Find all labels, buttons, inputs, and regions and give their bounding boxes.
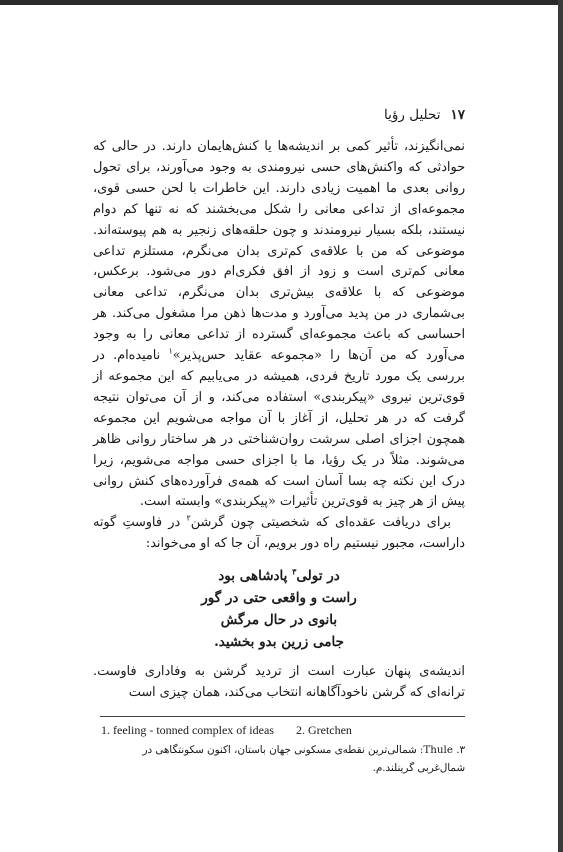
footnote-1: 1. feeling - tonned complex of ideas	[101, 723, 274, 737]
footnote-2: 2. Gretchen	[295, 723, 352, 737]
paragraph-1: نمی‌انگیزند، تأثیر کمی بر اندیشه‌ها یا کنش‌هایمان دارند. در حالی که حوادثی که واکنش‌های حسی نیرومندی به وجود می‌آورند، برای تحول روانی بعدی ما اهمیت زیادی دارند. این خاطرات با لحن حسی قوی، مجموعه‌ای از تداعی معانی را شکل می‌بخشند که نه تنها کم دوام نیستند، بلکه بسیار نیرومندند و چون حلقه‌های زنجیر به هم پیوسته‌اند. موضوعی که من با علاقه‌ی کم‌تری بدان می‌نگرم، مستلزم تداعی معانی کم‌تری است و زود از افق فکری‌ام دور می‌شود. برعکس، موضوعی که با علاقه‌ی بیش‌تری بدان می‌نگرم، تداعی معانی بی‌شماری در من پدید می‌آورد و مدت‌ها ذهن مرا مشغول می‌کند. هر احساسی که باعث مجموعه‌ای گسترده از تداعی معانی را به وجود می‌آورد که من آن‌ها را «مجموعه عقاید حس‌پذیر»$^۱$ نامیده‌ام. در بررسی یک مورد تاریخ فردی، همیشه در می‌یابیم که این مجموعه از قوی‌ترین نیروی «پیکربندی» استفاده می‌کند، و از آن می‌توان نتیجه گرفت که در هر تحلیل، از آغاز با آن مواجه می‌شویم این مجموعه همچون اجزای اصلی سرشت روان‌شناختی در هر ساختار روانی ظاهر می‌شوند. مثلاً در یک رؤیا، ما با اجزای حسی مواجه می‌شویم، زیرا درک این نکته چه بسا آسان است که همه‌ی فرآورده‌های کنش روانی پیش از هر چیز به قوی‌ترین تأثیرات «پیکربندی» وابسته است.	[93, 139, 465, 510]
paragraph-2: برای دریافت عقده‌ای که شخصیتی چون گرشن$^۲$ در فاوستِ گوته داراست، مجبور نیستیم راه دور برویم، آن جا که او می‌خواند:	[93, 514, 465, 552]
footnotes-latin	[101, 722, 466, 738]
poem-line: راست و واقعی حتی در گور	[201, 590, 357, 607]
footnote-ref-1: ۱	[168, 346, 173, 356]
running-header	[100, 106, 465, 124]
poem-line: جامی زرین بدو بخشید.	[214, 634, 344, 651]
footnote-3: ۳. Thule: شمالی‌ترین نقطه‌ی مسکونی جهان باستان، اکنون سکونتگاهی در شمال‌غربی گرینلند.م.	[142, 744, 465, 774]
footnote-ref-3: ۳	[292, 566, 297, 577]
poem-line: بانوی در حال مرگش	[220, 612, 338, 629]
paragraph-3: اندیشه‌ی پنهان عبارت است از تردید گرشن به وفاداری فاوست. ترانه‌ای که گرشن ناخودآگاهانه انتخاب می‌کند، همان چیزی است	[93, 664, 465, 701]
page-edge	[558, 0, 563, 852]
page-number: ۱۷	[450, 107, 465, 123]
running-title: تحلیل رؤیا	[384, 107, 441, 123]
main-text	[93, 137, 465, 704]
top-border	[0, 0, 563, 5]
poem	[93, 565, 465, 653]
poem-line: در تولی$^۳$ پادشاهی بود	[218, 566, 340, 585]
footnote-ref-2: ۲	[186, 514, 191, 524]
footnote-divider	[100, 716, 465, 717]
